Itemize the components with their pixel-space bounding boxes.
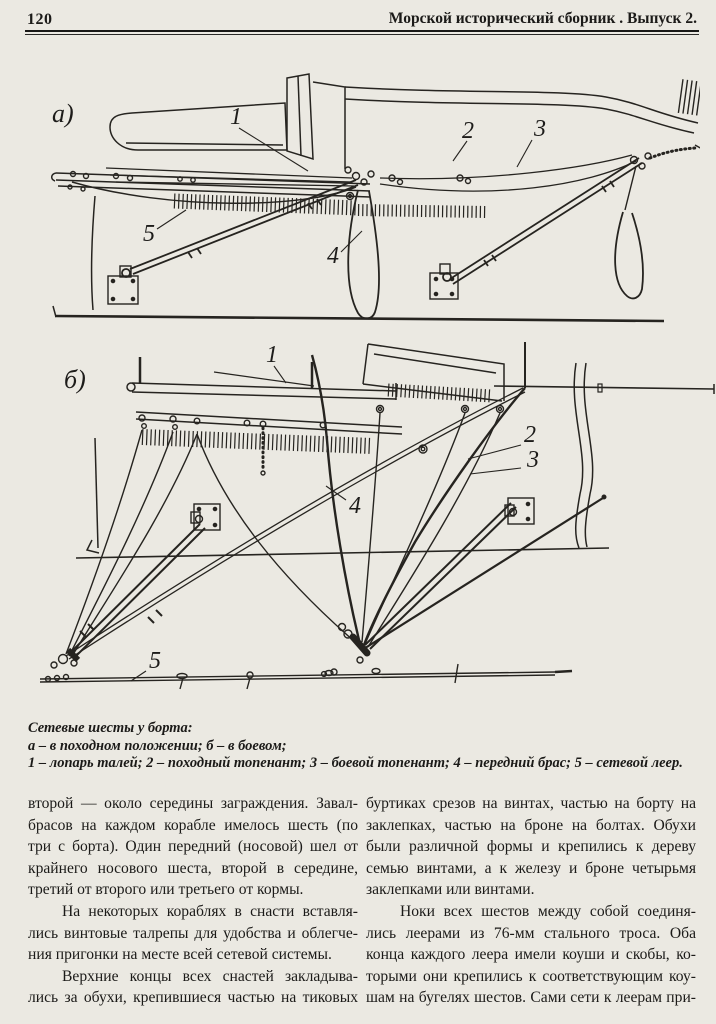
body-text-line: три с борта). Один передний (носовой) шел от	[28, 838, 358, 856]
net-jackstay-leer	[40, 664, 572, 689]
figure-a-label: а)	[52, 99, 74, 128]
body-text-line: Ноки всех шестов между собой соединя-	[400, 902, 696, 920]
caption-positions-line: а – в походном положении; б – в боевом;	[28, 737, 287, 754]
callout-leader-2	[453, 141, 467, 161]
figure-a-callout-1: 1	[230, 104, 242, 130]
caption-title: Сетевые шесты у борта:	[28, 720, 193, 736]
figure-b-callout-3: 3	[527, 447, 539, 473]
body-text-line: третий от второго или третьего от кормы.	[28, 881, 304, 899]
callout-leader-3	[470, 468, 521, 474]
figure-caption	[28, 720, 700, 773]
page-header	[27, 9, 697, 31]
body-text-line: семью винтами, а к железу и броне четырьмя	[366, 859, 696, 877]
body-text-line: были различной формы и крепились к дереву	[366, 838, 696, 856]
callout-leader-5	[131, 671, 146, 681]
body-text-line: шам на бугелях шестов. Сами сети к леерам при-	[366, 989, 696, 1007]
callout-leader-4	[341, 231, 362, 252]
body-text-line: На некоторых кораблях в снасти вставля-	[62, 902, 358, 920]
figure-a-callout-4: 4	[327, 243, 339, 269]
figure-b-callouts	[64, 342, 539, 681]
body-text-line: заклепками или винтами.	[366, 881, 535, 899]
body-text-line: лись леерами из 76-мм стального троса. Оба	[366, 924, 696, 942]
hull-hatching	[142, 390, 492, 446]
tackle-and-topenant-ropes	[106, 155, 636, 191]
figure-b-callout-4: 4	[349, 493, 361, 519]
pole-tip-fittings	[51, 624, 367, 677]
figure-b-callout-2: 2	[524, 422, 536, 448]
body-text-line: буртиках срезов на винтах, частью на борту на	[366, 795, 696, 812]
body-text-line: лись винтовые талрепы для удобства и облегче-	[28, 924, 358, 942]
figure-a-callouts	[52, 99, 546, 269]
body-text-line: конца каждого леера имели коуши и скобы, ко-	[366, 946, 696, 964]
body-text-line: лись за обухи, крепившиеся частью на тиковых	[28, 989, 358, 1007]
hull-and-shelf-outline	[76, 342, 714, 558]
figure-a-callout-3: 3	[534, 116, 546, 142]
running-title: Морской исторический сборник . Выпуск 2.	[388, 10, 697, 27]
topenants-and-braces	[66, 355, 606, 659]
caption-legend-line: 1 – лопарь талей; 2 – походный топенант; 3 – боевой топенант; 4 – передний брас; 5 – сетевой леер.	[28, 755, 683, 772]
figure-b-callout-1: 1	[266, 342, 278, 368]
body-text-line: ния пригонки на месте всей сетевой системы.	[28, 946, 332, 964]
text-column-right	[366, 793, 696, 1009]
figure-a-callout-5: 5	[143, 221, 155, 247]
page-number: 120	[27, 11, 53, 28]
text-column-left	[28, 793, 358, 1009]
body-text-line: крайнего носового шеста, второй в середине,	[28, 859, 358, 877]
body-text-line: Верхние концы всех снастей закладыва-	[62, 967, 358, 985]
body-text-line: торыми они крепились к соответствующим коу-	[366, 967, 696, 985]
body-text-line: второй — около середины заграждения. Завал-	[28, 795, 358, 812]
net-poles-lowered	[69, 498, 534, 658]
hull-hatching	[174, 96, 700, 212]
figure-b-label: б)	[64, 365, 86, 394]
figure-a-callout-2: 2	[462, 118, 474, 144]
figure-b-drawing-combat-position	[24, 342, 716, 714]
callout-leader-5	[157, 210, 186, 229]
hull-and-deck-outline	[52, 74, 698, 321]
body-text-line: заклепках, частью на броне на болтах. Обухи	[366, 816, 696, 834]
callout-leader-3	[517, 140, 532, 167]
figure-b-callout-5: 5	[149, 648, 161, 674]
header-rule	[25, 30, 699, 35]
figure-a-drawing-stowed-position	[40, 70, 700, 332]
body-text-line: брасов на каждом корабле имелось шесть (по	[28, 816, 358, 834]
